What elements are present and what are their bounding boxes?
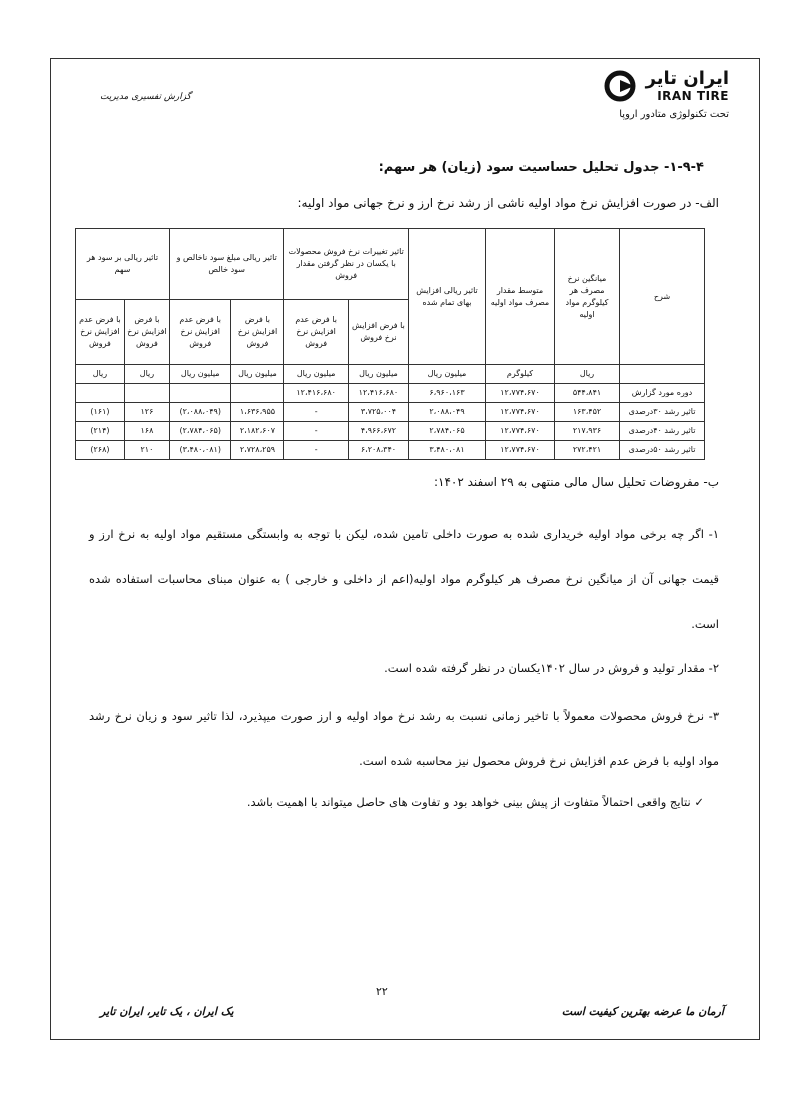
header-cost-effect: تاثیر ریالی افزایش بهای تمام شده [409, 229, 486, 365]
cell-cost: ۶،۹۶۰،۱۶۳ [409, 384, 486, 403]
header-sales-effect: تاثیر تغییرات نرخ فروش محصولات با یکسان در نظر گرفتن مقدار فروش [284, 229, 409, 300]
cell-desc: دوره مورد گزارش [620, 384, 705, 403]
cell-profit-without: (۳،۴۸۰،۰۸۱) [169, 441, 231, 460]
cell-qty: ۱۲،۷۷۴،۶۷۰ [486, 441, 555, 460]
cell-sales-with: ۳،۷۲۵،۰۰۴ [348, 403, 408, 422]
cell-rate: ۲۱۷،۹۳۶ [555, 422, 620, 441]
cell-desc: تاثیر رشد ۳۰درصدی [620, 403, 705, 422]
table-row [76, 441, 705, 460]
logo [604, 68, 729, 103]
cell-profit-with: ۱،۶۳۶،۹۵۵ [231, 403, 284, 422]
logo-english-text: IRAN TIRE [657, 89, 729, 103]
report-label: گزارش تفسیری مدیریت [100, 92, 191, 102]
disclaimer-note: ✓ نتایج واقعی احتمالاً متفاوت از پیش بینی خواهد بود و تفاوت های حاصل میتواند با اهمیت باشد. [246, 795, 704, 809]
cell-eps-without: (۲۱۴) [76, 422, 125, 441]
unit-eps-without: ریال [76, 365, 125, 384]
page-number: ۲۲ [376, 985, 388, 998]
sub-sales-with: با فرض افزایش نرخ فروش [348, 300, 408, 365]
cell-profit-without [169, 384, 231, 403]
cell-sales-with: ۶،۲۰۸،۳۴۰ [348, 441, 408, 460]
unit-qty: کیلوگرم [486, 365, 555, 384]
cell-qty: ۱۲،۷۷۴،۶۷۰ [486, 384, 555, 403]
intro-text: الف- در صورت افزایش نرخ مواد اولیه ناشی از رشد نرخ ارز و نرخ جهانی مواد اولیه: [297, 196, 719, 210]
cell-sales-with: ۴،۹۶۶،۶۷۲ [348, 422, 408, 441]
header-avg-qty: متوسط مقدار مصرف مواد اولیه [486, 229, 555, 365]
unit-cost: میلیون ریال [409, 365, 486, 384]
header-profit-effect: تاثیر ریالی مبلغ سود ناخالص و سود خالص [169, 229, 283, 300]
tagline: تحت تکنولوژی متادور اروپا [619, 109, 729, 120]
cell-cost: ۳،۴۸۰،۰۸۱ [409, 441, 486, 460]
cell-profit-without: (۲،۰۸۸،۰۴۹) [169, 403, 231, 422]
unit-rate: ریال [555, 365, 620, 384]
cell-desc: تاثیر رشد ۵۰درصدی [620, 441, 705, 460]
sub-eps-without: با فرض عدم افزایش نرخ فروش [76, 300, 125, 365]
header-desc: شرح [620, 229, 705, 365]
assumptions-title: ب- مفروضات تحلیل سال مالی منتهی به ۲۹ اسفند ۱۴۰۲: [433, 475, 719, 489]
table-row [76, 403, 705, 422]
cell-eps-with [124, 384, 169, 403]
footer-slogan-right: آرمان ما عرضه بهترین کیفیت است [561, 1005, 724, 1018]
unit-sales-without: میلیون ریال [284, 365, 348, 384]
table-row [76, 384, 705, 403]
cell-profit-with [231, 384, 284, 403]
cell-eps-without [76, 384, 125, 403]
unit-sales-with: میلیون ریال [348, 365, 408, 384]
cell-qty: ۱۲،۷۷۴،۶۷۰ [486, 422, 555, 441]
cell-sales-without: - [284, 422, 348, 441]
cell-profit-with: ۲،۱۸۲،۶۰۷ [231, 422, 284, 441]
cell-profit-without: (۲،۷۸۴،۰۶۵) [169, 422, 231, 441]
cell-cost: ۲،۰۸۸،۰۴۹ [409, 403, 486, 422]
cell-profit-with: ۲،۷۲۸،۲۵۹ [231, 441, 284, 460]
units-row [76, 365, 705, 384]
header-eps-effect: تاثیر ریالی بر سود هر سهم [76, 229, 170, 300]
cell-eps-without: (۲۶۸) [76, 441, 125, 460]
iran-tire-logo-icon [604, 70, 640, 102]
unit-desc [620, 365, 705, 384]
cell-eps-with: ۱۲۶ [124, 403, 169, 422]
table-row [76, 422, 705, 441]
cell-sales-without: - [284, 403, 348, 422]
sub-eps-with: با فرض افزایش نرخ فروش [124, 300, 169, 365]
cell-rate: ۲۷۲،۴۲۱ [555, 441, 620, 460]
sub-profit-without: با فرض عدم افزایش نرخ فروش [169, 300, 231, 365]
cell-sales-without: ۱۲،۴۱۶،۶۸۰ [284, 384, 348, 403]
assumption-paragraph-3: ۳- نرخ فروش محصولات معمولاً با تاخیر زمانی نسبت به رشد نرخ مواد اولیه و ارز صورت میپذیرد، لذا تاثیر سود و زیان نرخ رشد مواد اولیه با فرض عدم افزایش نرخ فروش محصول نیز محاسبه شده است. [89, 709, 719, 768]
cell-cost: ۲،۷۸۴،۰۶۵ [409, 422, 486, 441]
sub-sales-without: با فرض عدم افزایش نرخ فروش [284, 300, 348, 365]
unit-eps-with: ریال [124, 365, 169, 384]
unit-profit-without: میلیون ریال [169, 365, 231, 384]
cell-rate: ۵۴۴،۸۴۱ [555, 384, 620, 403]
sub-profit-with: با فرض افزایش نرخ فروش [231, 300, 284, 365]
assumption-paragraph-2: ۲- مقدار تولید و فروش در سال ۱۴۰۲یکسان در نظر گرفته شده است. [384, 661, 719, 675]
section-title: ۱-۹-۴- جدول تحلیل حساسیت سود (زیان) هر سهم: [378, 160, 704, 175]
company-header [604, 68, 729, 120]
cell-eps-with: ۱۶۸ [124, 422, 169, 441]
header-avg-rate: میانگین نرخ مصرف هر کیلوگرم مواد اولیه [555, 229, 620, 365]
cell-qty: ۱۲،۷۷۴،۶۷۰ [486, 403, 555, 422]
unit-profit-with: میلیون ریال [231, 365, 284, 384]
assumption-paragraph-1: ۱- اگر چه برخی مواد اولیه خریداری شده به صورت داخلی تامین شده، لیکن با توجه به وابستگی مستقیم مواد اولیه به نرخ ارز و قیمت جهانی آن از میانگین نرخ مصرف هر کیلوگرم مواد اولیه(اعم از داخلی و خارجی ) به عنوان مبنای محاسبات استفاده شده است. [89, 527, 719, 631]
sensitivity-table [75, 228, 705, 460]
cell-eps-with: ۲۱۰ [124, 441, 169, 460]
cell-sales-without: - [284, 441, 348, 460]
footer-slogan-left: یک ایران ، یک تایر، ایران تایر [100, 1005, 234, 1018]
logo-persian-text: ایران تایر [645, 68, 729, 89]
cell-desc: تاثیر رشد ۴۰درصدی [620, 422, 705, 441]
cell-sales-with: ۱۲،۴۱۶،۶۸۰ [348, 384, 408, 403]
cell-eps-without: (۱۶۱) [76, 403, 125, 422]
cell-rate: ۱۶۳،۴۵۲ [555, 403, 620, 422]
